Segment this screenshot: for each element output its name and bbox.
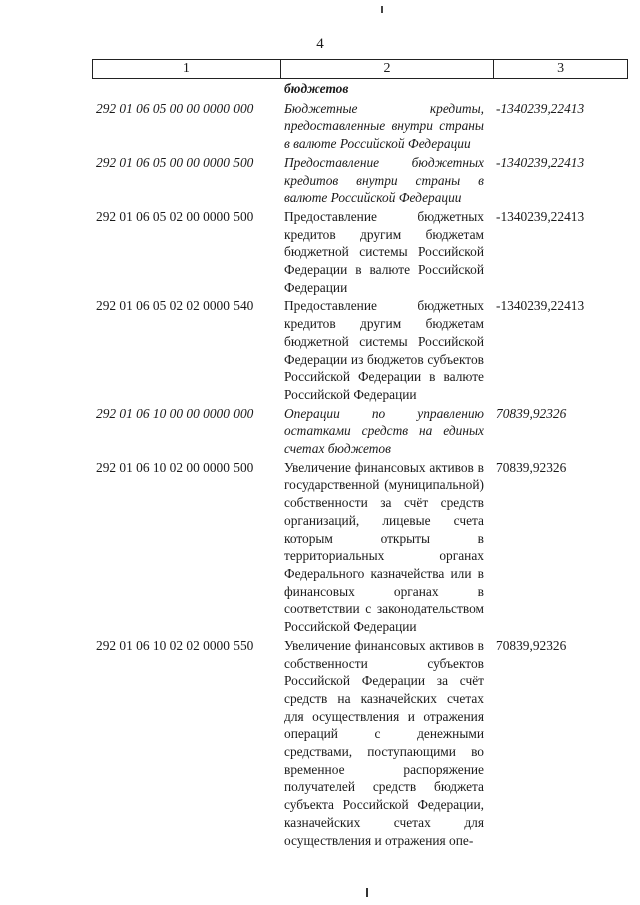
row-description: Предоставление бюджетных кредитов другим бюджетам бюджетной системы Российской Федерации в валюте Российской Федерации xyxy=(284,208,484,295)
table-row xyxy=(0,80,640,98)
row-description: Бюджетные кредиты, предоставленные внутри страны в валюте Российской Федерации xyxy=(284,100,484,152)
row-amount: 70839,92326 xyxy=(496,637,567,653)
row-description: Операции по управлению остатками средств на единых счетах бюджетов xyxy=(284,405,484,457)
table-row xyxy=(0,637,640,849)
table-row xyxy=(0,208,640,297)
row-amount: -1340239,22413 xyxy=(496,154,585,170)
budget-code: 292 01 06 05 00 00 0000 000 xyxy=(96,100,254,116)
budget-code: 292 01 06 10 02 00 0000 500 xyxy=(96,459,254,475)
table-row xyxy=(0,100,640,153)
table-row xyxy=(0,154,640,207)
row-description: Предоставление бюджетных кредитов внутри страны в валюте Российской Федерации xyxy=(284,154,484,206)
page-number: 4 xyxy=(316,36,324,52)
row-amount: -1340239,22413 xyxy=(496,298,585,314)
scan-mark-top xyxy=(381,6,383,13)
budget-code: 292 01 06 05 00 00 0000 500 xyxy=(96,154,254,170)
header-col-2: 2 xyxy=(280,60,494,79)
budget-code: 292 01 06 10 00 00 0000 000 xyxy=(96,405,254,421)
table-row xyxy=(0,405,640,458)
scan-mark-bottom xyxy=(366,888,368,897)
table-row xyxy=(0,297,640,403)
table-body xyxy=(0,80,640,849)
header-col-1: 1 xyxy=(93,60,281,79)
row-description: Увеличение финансовых активов в собственности субъектов Российской Федерации за счёт средств на казначейских счетах для осуществления и отражения операций с денежными средствами, поступающими во временное распоряжение получателей средств бюджета субъекта Российской Федерации, казначейских счетах для осуществления и отражения опе- xyxy=(284,637,484,848)
row-amount: 70839,92326 xyxy=(496,405,567,421)
header-col-3: 3 xyxy=(494,60,628,79)
row-description: бюджетов xyxy=(284,81,349,96)
row-amount: -1340239,22413 xyxy=(496,100,585,116)
budget-code: 292 01 06 05 02 00 0000 500 xyxy=(96,208,254,224)
row-description: Предоставление бюджетных кредитов другим бюджетам бюджетной системы Российской Федерации из бюджетов субъектов Российской Федерации в валюте Российской Федерации xyxy=(284,298,484,402)
budget-code: 292 01 06 10 02 02 0000 550 xyxy=(96,637,254,653)
row-description: Увеличение финансовых активов в государственной (муниципальной) собственности за счёт средств организаций, лицевые счета которым открыты в территориальных органах Федерального казначейства или в финансовых органах в соответствии с законодательством Российской Федерации xyxy=(284,459,484,635)
budget-code: 292 01 06 05 02 02 0000 540 xyxy=(96,298,254,314)
table-row xyxy=(0,459,640,636)
table-header xyxy=(92,59,628,79)
row-amount: -1340239,22413 xyxy=(496,208,585,224)
row-amount: 70839,92326 xyxy=(496,459,567,475)
